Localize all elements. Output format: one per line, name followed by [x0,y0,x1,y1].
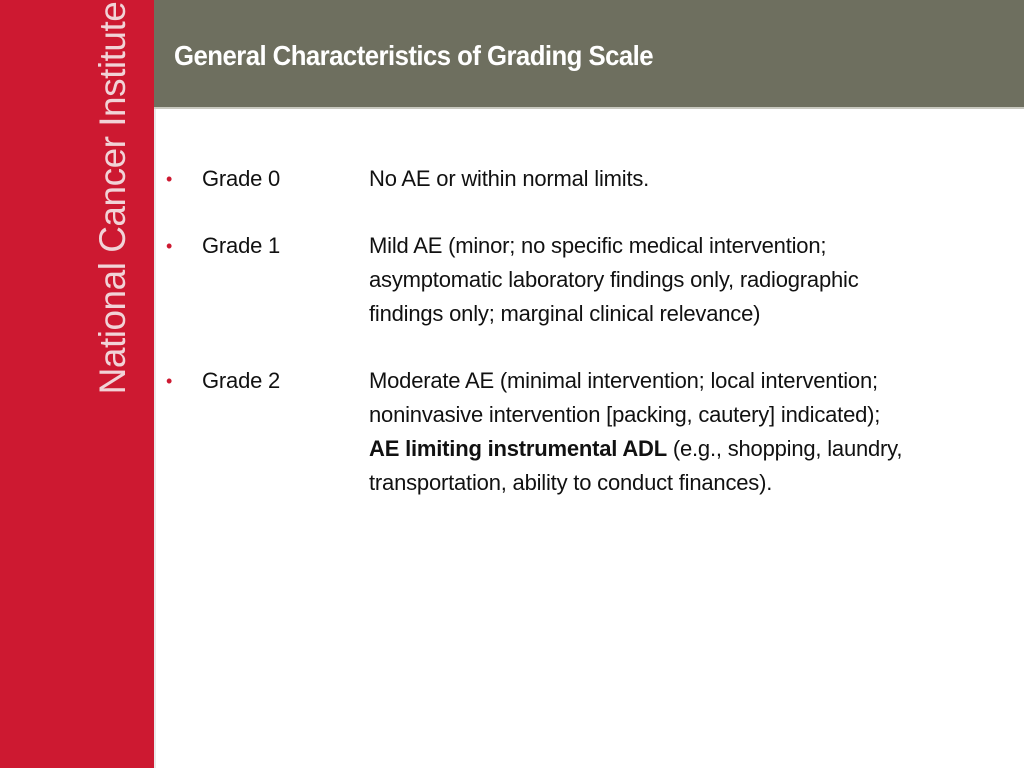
bullet-icon: • [166,236,173,256]
grade-item-1 [164,229,924,331]
grade-description-2-emphasis: AE limiting instrumental ADL [369,436,667,461]
bullet-icon: • [166,371,173,391]
grade-description-2 [369,364,904,500]
brand-name: National Cancer Institute [92,1,133,395]
grade-item-0 [164,162,924,196]
grade-list [164,162,924,533]
sidebar-divider [154,0,156,768]
grade-description-2-end: (e.g., shopping, laundry, transportation, ability to conduct finances). [369,436,903,495]
grade-description-1: Mild AE (minor; no specific medical intervention; asymptomatic laboratory findings only, radiographic findings only; marginal clinical relevance) [369,233,859,326]
grade-description-2-start: Moderate AE (minimal intervention; local intervention; noninvasive intervention [packing, cautery] indicated); [369,368,881,427]
grade-label-1: Grade 1 [202,233,281,258]
brand-logo [0,0,154,768]
grade-item-2 [164,364,924,500]
page-title: General Characteristics of Grading Scale [174,40,654,71]
grade-description-0: No AE or within normal limits. [369,166,650,191]
title-bar-divider [154,107,1024,109]
grade-label-2: Grade 2 [202,368,281,393]
bullet-icon: • [166,169,173,189]
grade-label-0: Grade 0 [202,166,281,191]
